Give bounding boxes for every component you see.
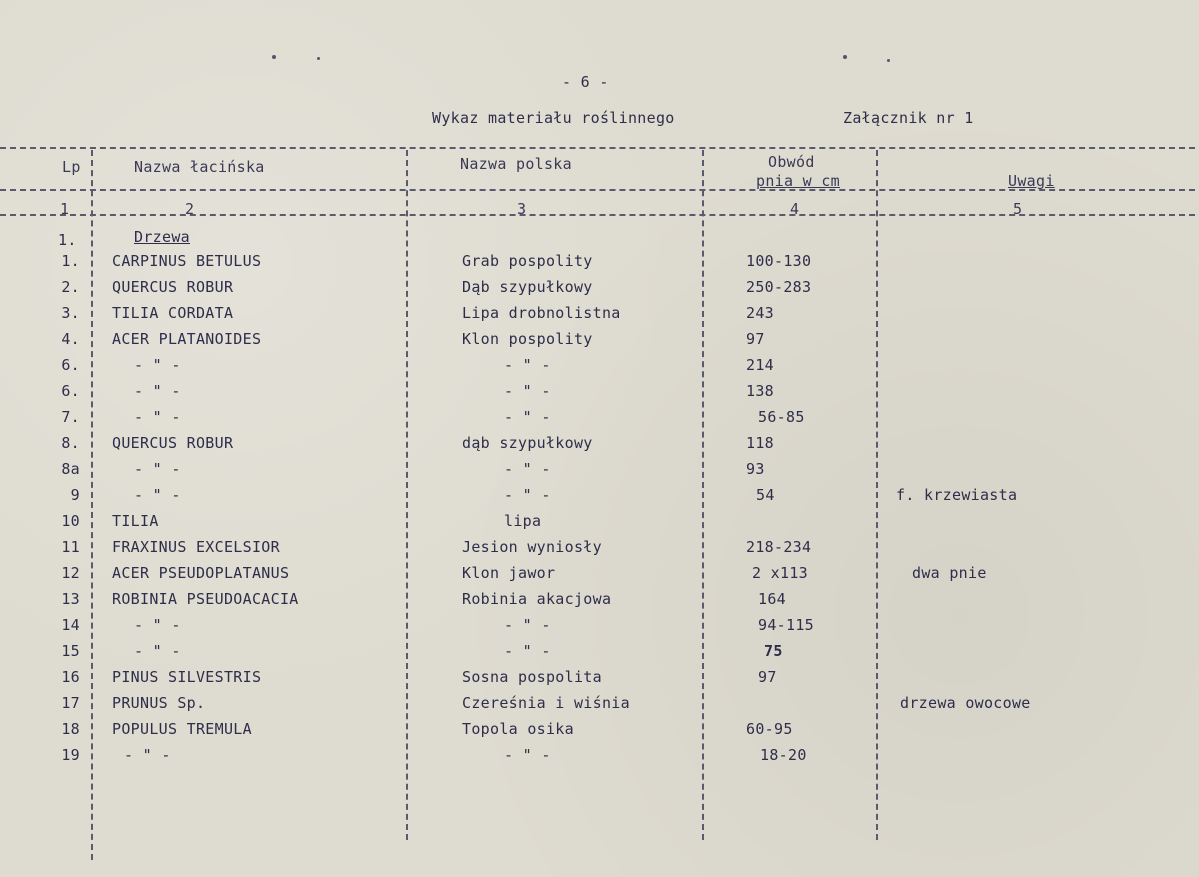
row-girth: 100-130: [746, 252, 812, 270]
table-top-rule: [0, 147, 1195, 149]
row-latin-name: TILIA CORDATA: [112, 304, 234, 322]
column-header-girth-line1: Obwód: [768, 153, 815, 171]
row-latin-name: QUERCUS ROBUR: [112, 434, 234, 452]
row-girth: 75: [764, 642, 783, 660]
row-latin-name: TILIA: [112, 512, 159, 530]
row-latin-name: POPULUS TREMULA: [112, 720, 252, 738]
table-row: [0, 248, 1199, 274]
table-row: [0, 612, 1199, 638]
row-girth: 54: [756, 486, 775, 504]
row-polish-name: Klon pospolity: [462, 330, 593, 348]
column-header-latin: Nazwa łacińska: [134, 158, 265, 176]
row-lp: 7.: [61, 408, 80, 426]
row-latin-name: - " -: [134, 460, 181, 478]
row-lp: 16: [61, 668, 80, 686]
row-lp: 8a: [61, 460, 80, 478]
table-row: [0, 482, 1199, 508]
row-polish-name: - " -: [504, 746, 551, 764]
row-lp: 12: [61, 564, 80, 582]
row-girth: 97: [758, 668, 777, 686]
row-polish-name: Grab pospolity: [462, 252, 593, 270]
table-row: [0, 430, 1199, 456]
row-polish-name: dąb szypułkowy: [462, 434, 593, 452]
row-latin-name: ACER PLATANOIDES: [112, 330, 262, 348]
row-latin-name: - " -: [134, 356, 181, 374]
column-header-girth-line2: pnia w cm: [756, 172, 840, 190]
row-lp: 13: [61, 590, 80, 608]
row-lp: 9: [70, 486, 80, 504]
row-girth: 243: [746, 304, 774, 322]
row-girth: 218-234: [746, 538, 812, 556]
table-row: [0, 690, 1199, 716]
row-girth: 56-85: [758, 408, 805, 426]
table-row: [0, 716, 1199, 742]
row-latin-name: - " -: [134, 642, 181, 660]
row-girth: 138: [746, 382, 774, 400]
plant-list: [0, 248, 1199, 768]
table-row: [0, 326, 1199, 352]
table-row: [0, 300, 1199, 326]
table-row: [0, 664, 1199, 690]
row-girth: 93: [746, 460, 765, 478]
row-lp: 19: [61, 746, 80, 764]
row-lp: 3.: [61, 304, 80, 322]
row-girth: 118: [746, 434, 774, 452]
column-number-3: 3: [517, 200, 527, 218]
column-header-notes: Uwagi: [1008, 172, 1055, 190]
row-girth: 60-95: [746, 720, 793, 738]
row-polish-name: - " -: [504, 382, 551, 400]
row-polish-name: - " -: [504, 460, 551, 478]
column-header-polish: Nazwa polska: [460, 155, 572, 173]
row-girth: 2 x113: [752, 564, 808, 582]
row-lp: 18: [61, 720, 80, 738]
column-number-1: 1: [60, 200, 70, 218]
row-polish-name: - " -: [504, 642, 551, 660]
table-row: [0, 274, 1199, 300]
table-row: [0, 560, 1199, 586]
row-latin-name: PRUNUS Sp.: [112, 694, 206, 712]
paper-speck: [317, 57, 320, 60]
row-polish-name: Jesion wyniosły: [462, 538, 602, 556]
row-latin-name: - " -: [134, 616, 181, 634]
row-lp: 8.: [61, 434, 80, 452]
row-girth: 94-115: [758, 616, 814, 634]
table-row: [0, 638, 1199, 664]
row-latin-name: ROBINIA PSEUDOACACIA: [112, 590, 299, 608]
document-title: Wykaz materiału roślinnego: [432, 109, 675, 127]
page-number: - 6 -: [562, 73, 609, 91]
row-latin-name: - " -: [134, 382, 181, 400]
table-row: [0, 742, 1199, 768]
row-lp: 2.: [61, 278, 80, 296]
annex-label: Załącznik nr 1: [843, 109, 974, 127]
row-polish-name: Lipa drobnolistna: [462, 304, 621, 322]
paper-speck: [272, 55, 276, 59]
row-girth: 18-20: [760, 746, 807, 764]
table-row: [0, 456, 1199, 482]
table-row: [0, 586, 1199, 612]
row-girth: 250-283: [746, 278, 812, 296]
row-polish-name: - " -: [504, 408, 551, 426]
row-lp: 10: [61, 512, 80, 530]
row-lp: 17: [61, 694, 80, 712]
row-lp: 11: [61, 538, 80, 556]
row-notes: drzewa owocowe: [900, 694, 1031, 712]
row-notes: dwa pnie: [912, 564, 987, 582]
row-polish-name: Czereśnia i wiśnia: [462, 694, 630, 712]
column-number-2: 2: [185, 200, 195, 218]
row-polish-name: Dąb szypułkowy: [462, 278, 593, 296]
table-row: [0, 534, 1199, 560]
row-notes: f. krzewiasta: [896, 486, 1018, 504]
row-polish-name: Klon jawor: [462, 564, 556, 582]
row-latin-name: QUERCUS ROBUR: [112, 278, 234, 296]
row-lp: 15: [61, 642, 80, 660]
row-polish-name: lipa: [504, 512, 542, 530]
column-header-lp: Lp: [62, 158, 81, 176]
row-lp: 6.: [61, 356, 80, 374]
table-row: [0, 508, 1199, 534]
section-heading: Drzewa: [134, 228, 190, 246]
row-lp: 4.: [61, 330, 80, 348]
row-girth: 97: [746, 330, 765, 348]
row-lp: 6.: [61, 382, 80, 400]
table-row: [0, 378, 1199, 404]
row-latin-name: ACER PSEUDOPLATANUS: [112, 564, 290, 582]
row-latin-name: PINUS SILVESTRIS: [112, 668, 262, 686]
column-number-5: 5: [1013, 200, 1023, 218]
row-latin-name: - " -: [134, 408, 181, 426]
row-latin-name: CARPINUS BETULUS: [112, 252, 262, 270]
row-polish-name: - " -: [504, 486, 551, 504]
section-number: 1.: [58, 231, 77, 249]
row-latin-name: - " -: [134, 486, 181, 504]
row-lp: 1.: [61, 252, 80, 270]
row-polish-name: Sosna pospolita: [462, 668, 602, 686]
row-polish-name: Topola osika: [462, 720, 574, 738]
paper-speck: [843, 55, 847, 59]
column-number-4: 4: [790, 200, 800, 218]
row-latin-name: FRAXINUS EXCELSIOR: [112, 538, 280, 556]
row-lp: 14: [61, 616, 80, 634]
table-row: [0, 352, 1199, 378]
table-row: [0, 404, 1199, 430]
row-girth: 164: [758, 590, 786, 608]
row-latin-name: - " -: [124, 746, 171, 764]
row-girth: 214: [746, 356, 774, 374]
row-polish-name: Robinia akacjowa: [462, 590, 612, 608]
paper-speck: [887, 59, 890, 62]
row-polish-name: - " -: [504, 356, 551, 374]
row-polish-name: - " -: [504, 616, 551, 634]
